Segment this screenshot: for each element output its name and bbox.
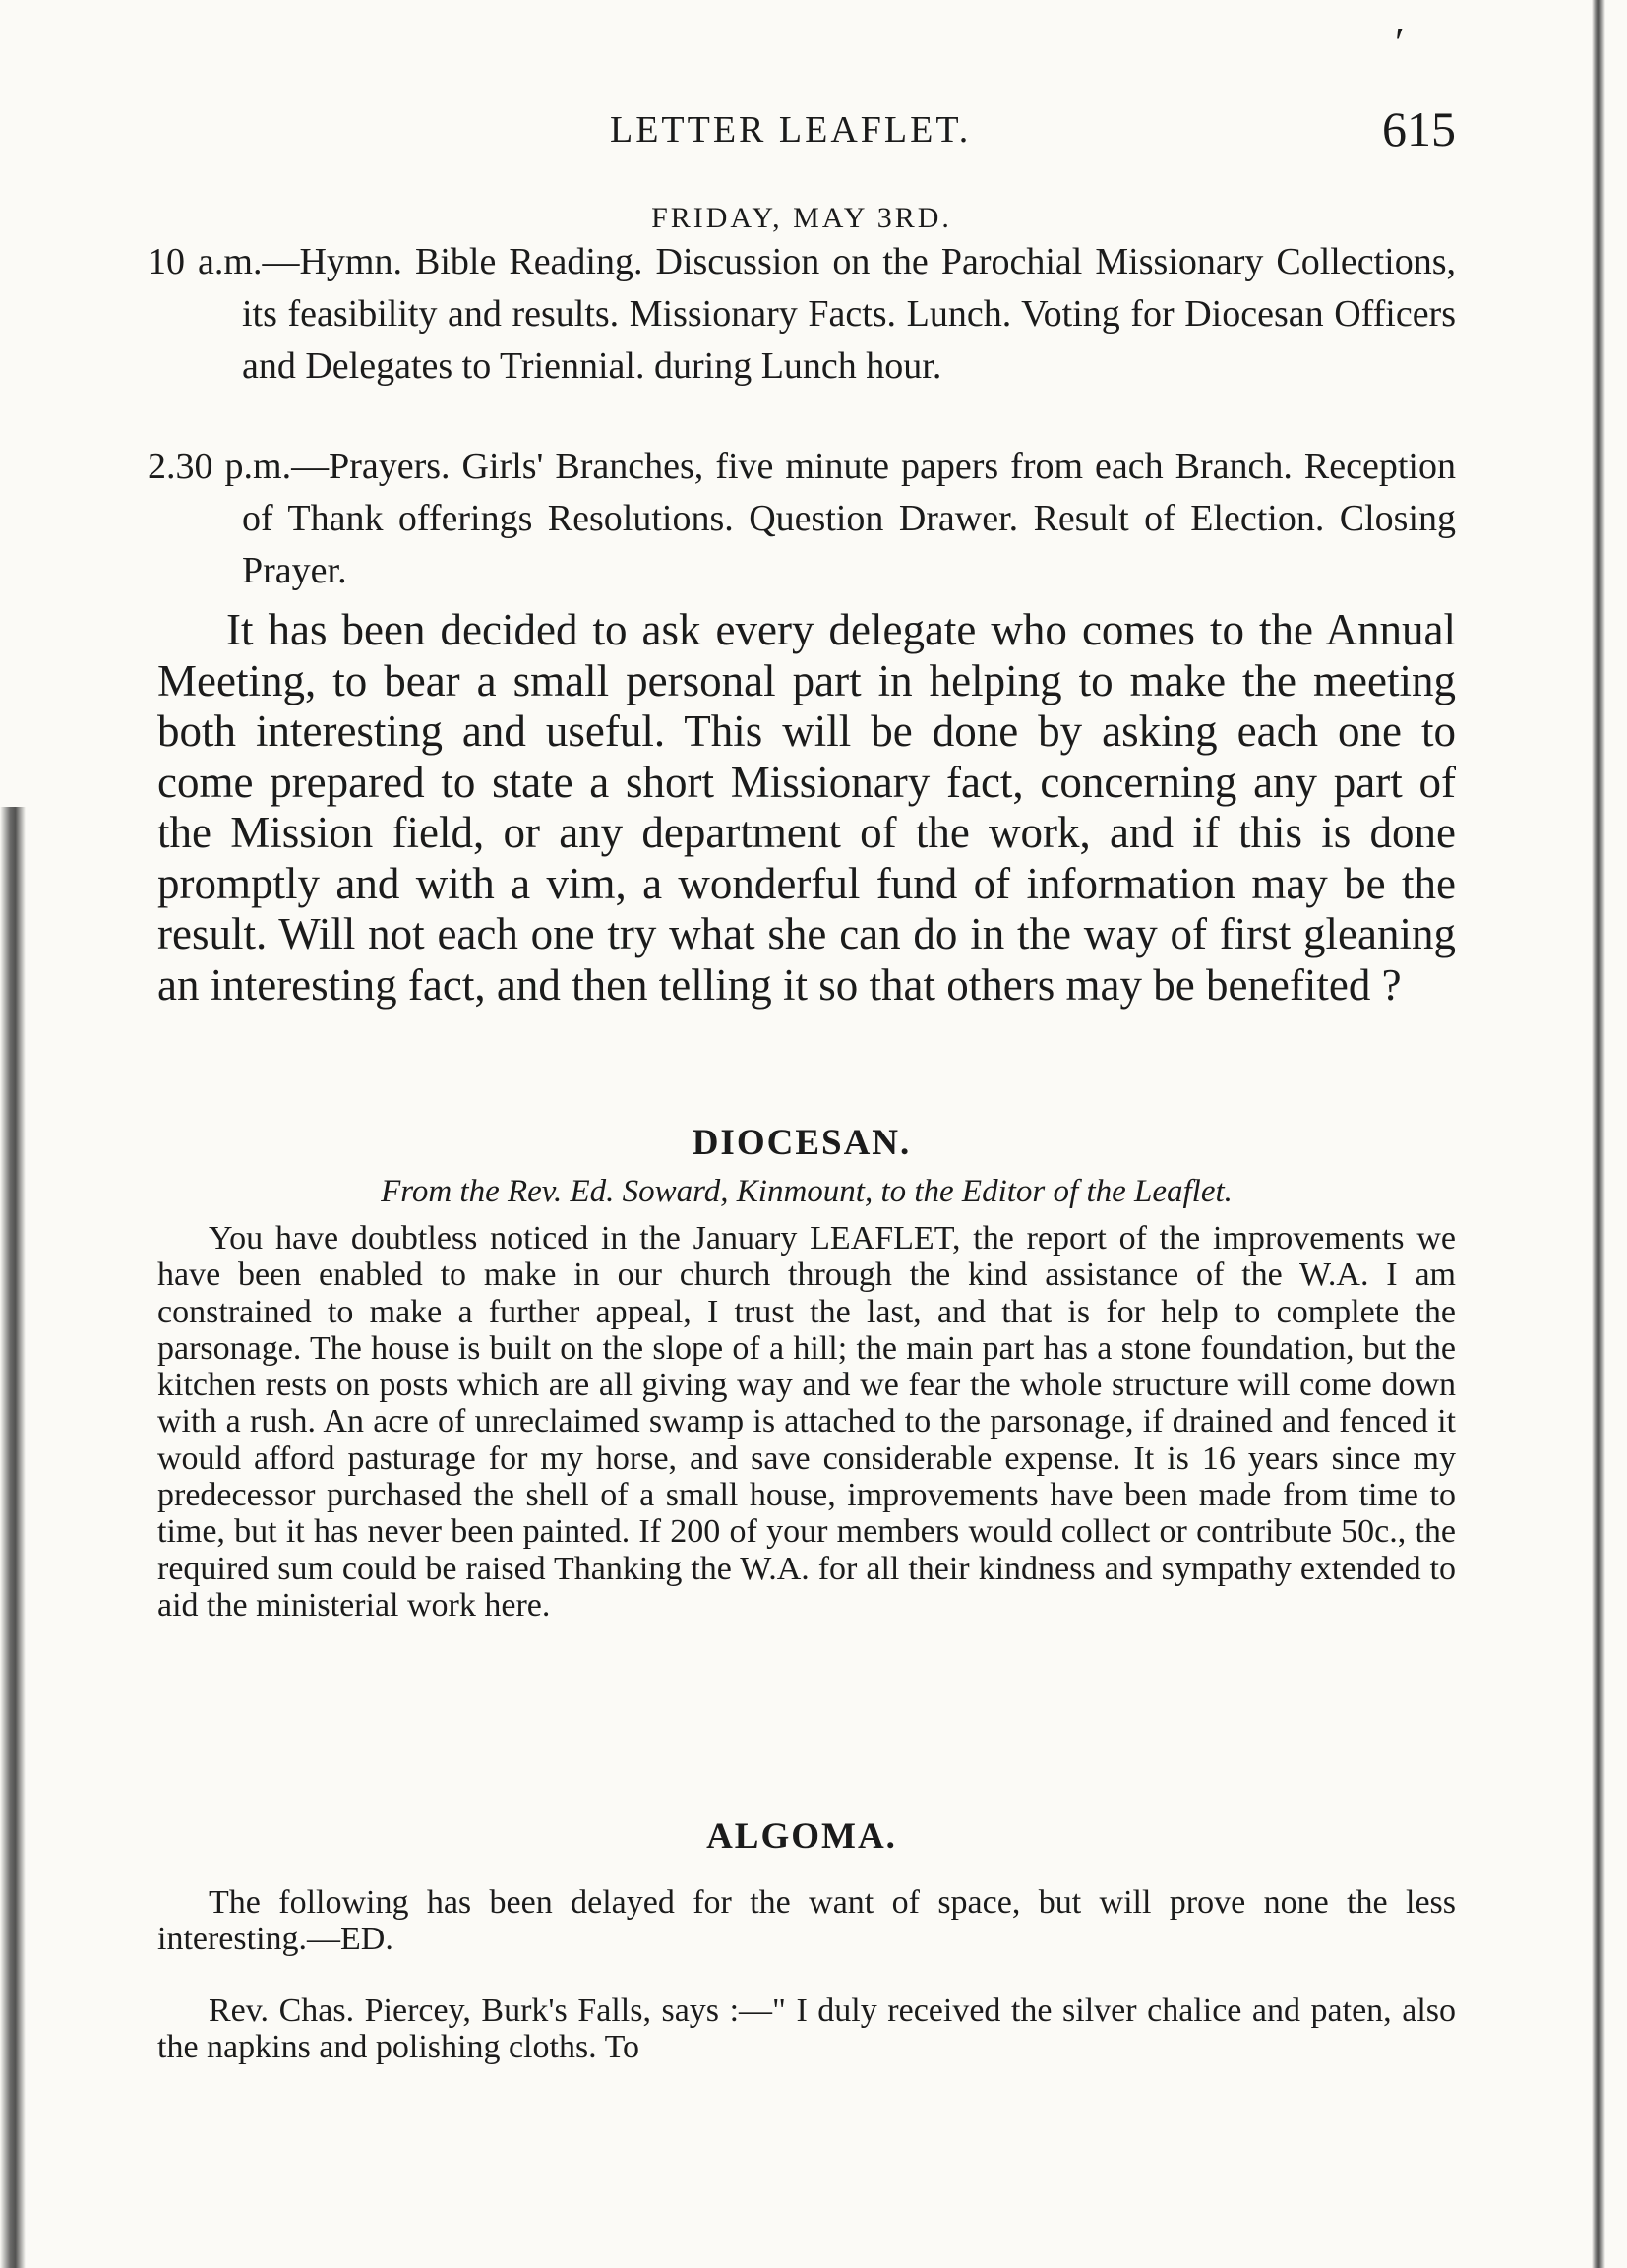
section-heading-diocesan: DIOCESAN. (692, 1123, 912, 1163)
schedule-entry: 10 a.m.—Hymn. Bible Reading. Discussion on the Parochial Missionary Collections, its feasibility and results. Missionary Facts. Lunch. Voting for Diocesan Officers and Delegates to Triennial. during Lunch hour. (148, 241, 1456, 387)
schedule-morning (148, 236, 1456, 393)
diocesan-letter: You have doubtless noticed in the January LEAFLET, the report of the improvements we have been enabled to make in our church through the kind assistance of the W.A. I am constrained to make a further appeal, I trust the last, and that is for help to complete the parsonage. The house is built on the slope of a hill; the main part has a stone foundation, but the kitchen rests on posts which are all giving way and we fear the whole structure will come down with a rush. An acre of unreclaimed swamp is attached to the parsonage, if drained and fenced it would afford pasturage for my horse, and save considerable expense. It is 16 years since my predecessor purchased the shell of a small house, improvements have been made from time to time, but it has never been painted. If 200 of your members would collect or contribute 50c., the required sum could be raised Thanking the W.A. for all their kindness and sympathy extended to aid the ministerial work here. (157, 1220, 1456, 1624)
schedule-entry: 2.30 p.m.—Prayers. Girls' Branches, five minute papers from each Branch. Reception of Thank offerings Resolutions. Question Drawer. Result of Election. Closing Prayer. (148, 446, 1456, 591)
book-binding-edge (1592, 0, 1605, 2268)
letter-byline: From the Rev. Ed. Soward, Kinmount, to the Editor of the Leaflet. (381, 1174, 1233, 1209)
page-number: 615 (1382, 101, 1456, 156)
schedule-afternoon (148, 441, 1456, 597)
section-heading-algoma: ALGOMA. (706, 1816, 897, 1857)
print-mark: ′ (1395, 19, 1405, 67)
running-title: LETTER LEAFLET. (610, 109, 972, 151)
page-header (148, 101, 1456, 167)
editor-note: The following has been delayed for the want of space, but will prove none the less interesting.—ED. (157, 1884, 1456, 1958)
intro-paragraph: It has been decided to ask every delegate who comes to the Annual Meeting, to bear a small personal part in helping to make the meeting both interesting and useful. This will be done by asking each one to come prepared to state a short Missionary fact, concerning any part of the Mission field, or any department of the work, and if this is done promptly and with a vim, a wonderful fund of information may be the result. Will not each one try what she can do in the way of first gleaning an interesting fact, and then telling it so that others may be benefited ? (157, 605, 1456, 1010)
page-edge-shadow (0, 807, 26, 2268)
schedule-day: FRIDAY, MAY 3RD. (651, 202, 952, 234)
piercey-letter: Rev. Chas. Piercey, Burk's Falls, says :—" I duly received the silver chalice and paten, also the napkins and polishing cloths. To (157, 1992, 1456, 2066)
